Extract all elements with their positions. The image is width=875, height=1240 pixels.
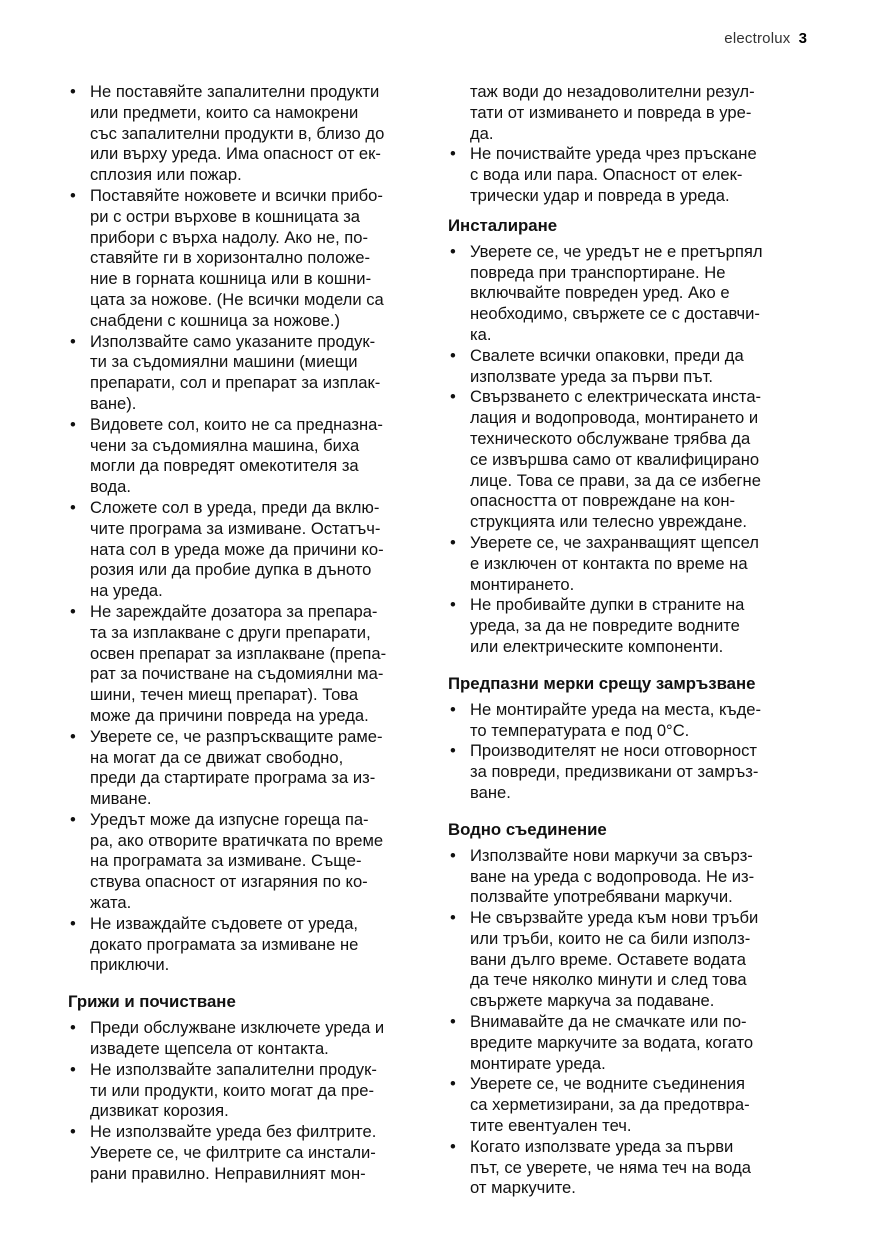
list-item: • Не зареждайте дозатора за препара- та за изплакване с други препарати, освен препарат за изплакване (препа- рат за почистване на съдомиялни ма- шини, течен миещ препарат). Това може да причини повреда на уреда. [70,601,387,725]
bullet-icon: • [70,331,76,351]
continued-text: таж води до незадоволителни резул- тати от измиването и повреда в уре- да. [470,82,755,143]
bullet-icon: • [450,532,456,552]
list-item: • Уверете се, че водните съединения са херметизирани, за да предотвра- тите евентуален теч. [450,1074,750,1136]
list-item: • Използвайте нови маркучи за свърз- ване на уреда с водопровода. Не из- ползвайте употребявани маркучи. [450,845,755,907]
bullet-icon: • [70,82,76,101]
bullet-icon: • [70,809,76,829]
bullet-icon: • [450,144,456,164]
bullet-icon: • [450,387,456,407]
bullet-icon: • [70,1018,76,1038]
heading-frost-precautions: Предпазни мерки срещу замръзване [448,673,756,693]
list-item: • Видовете сол, които не са предназна- чени за съдомиялна машина, биха могли да повредят омекотителя за вода. [70,414,383,497]
list-item: • Не монтирайте уреда на места, къде- то температурата е под 0°C. [450,699,762,740]
heading-care-cleaning: Грижи и почистване [68,992,236,1012]
list-item: • Свързването с електрическата инста- лация и водопровода, монтирането и техническото обслужване трябва да се извършва само от квалифицирано лице. Това се прави, за да се избегне опасността от повреждане на кон- струкцията или телесно увреждане. [450,387,762,532]
bullet-icon: • [450,1012,456,1032]
list-item: • Внимавайте да не смачкате или по- вредите маркучите за водата, когато монтирате уреда. [450,1012,754,1073]
bullet-icon: • [450,345,456,365]
heading-installation: Инсталиране [448,215,558,235]
bullet-icon: • [450,699,456,719]
list-item: • Не почиствайте уреда чрез пръскане с вода или пара. Опасност от елек- трически удар и повреда в уреда. [450,144,757,205]
list-item: • Преди обслужване изключете уреда и извадете щепсела от контакта. [70,1018,385,1059]
list-item: • Уверете се, че захранващият щепсел е изключен от контакта по време на монтирането. [450,532,759,594]
brand-name: electrolux [724,30,791,47]
list-item: • Поставяйте ножовете и всички прибо- ри с остри върхове в кошницата за прибори с върха надолу. Ако не, по- ставяйте ги в хоризонтално положе- ние в горната кошница или в кошни- цата за ножове. (Не всички модели са снабдени с кошница за ножове.) [70,185,384,330]
bullet-icon: • [70,1122,76,1142]
installation-list [448,242,813,658]
list-item: • Производителят не носи отговорност за повреди, предизвикани от замръз- ване. [450,741,759,802]
bullet-icon: • [70,1059,76,1079]
list-item: • Сложете сол в уреда, преди да вклю- чите програма за измиване. Остатъч- ната сол в уреда може да причини ко- розия или да пробие дупка в дъното на уреда. [70,497,384,601]
list-item: • Уредът може да изпусне гореща па- ра, ако отворите вратичката по време на програмата за измиване. Съще- ствува опасност от изгаряния по ко- жата. [70,809,384,913]
page-number: 3 [798,30,807,47]
left-column [68,82,428,1185]
page-header [724,30,807,47]
safety-list [68,82,428,976]
frost-list [448,700,813,804]
list-item: • Не изваждайте съдовете от уреда, докато програмата за измиване не приключи. [70,913,359,975]
bullet-icon: • [450,595,456,615]
bullet-icon: • [70,497,76,517]
bullet-icon: • [70,601,76,621]
list-item: • Не свързвайте уреда към нови тръби или тръби, които не са били използ- вани дълго време. Оставете водата да тече няколко минути и след това свържете маркуча за подаване. [450,908,759,1011]
bullet-icon: • [450,241,456,261]
bullet-icon: • [70,913,76,933]
bullet-icon: • [450,908,456,928]
bullet-icon: • [450,1136,456,1156]
list-item: • Свалете всички опаковки, преди да използвате уреда за първи път. [450,345,744,386]
care-list [68,1018,428,1184]
list-item: • Използвайте само указаните продук- ти за съдомиялни машини (миещи препарати, сол и препарат за изплак- ване). [70,331,381,413]
bullet-icon: • [70,185,76,205]
list-item: • Не използвайте уреда без филтрите. Уверете се, че филтрите са инстали- рани правилно. Неправилният мон- [70,1122,377,1183]
right-column [448,82,813,1199]
bullet-icon: • [450,741,456,761]
bullet-icon: • [450,1074,456,1094]
list-item: • Не поставяйте запалителни продукти или предмети, които са намокрени със запалителни продукти в, близо до или върху уреда. Има опасност от ек- сплозия или пожар. [70,82,385,185]
list-item: • Когато използвате уреда за първи път, се уверете, че няма теч на вода от маркучите. [450,1136,752,1198]
list-item: • Не използвайте запалителни продук- ти или продукти, които могат да пре- дизвикат корозия. [70,1059,377,1121]
list-item: • Не пробивайте дупки в страните на уреда, за да не повредите водните или електрическите компоненти. [450,595,745,656]
heading-water-connection: Водно съединение [448,819,607,839]
bullet-icon: • [70,726,76,746]
cleaning-list-continued [448,144,813,206]
list-item: • Уверете се, че разпръскващите раме- на могат да се движат свободно, преди да стартирате програма за из- миване. [70,726,383,809]
bullet-icon: • [70,414,76,434]
bullet-icon: • [450,845,456,865]
list-item: • Уверете се, че уредът не е претърпял повреда при транспортиране. Не включвайте повреден уред. Ако е необходимо, свържете се с доставчи- ка. [450,241,763,344]
water-list [448,846,813,1200]
